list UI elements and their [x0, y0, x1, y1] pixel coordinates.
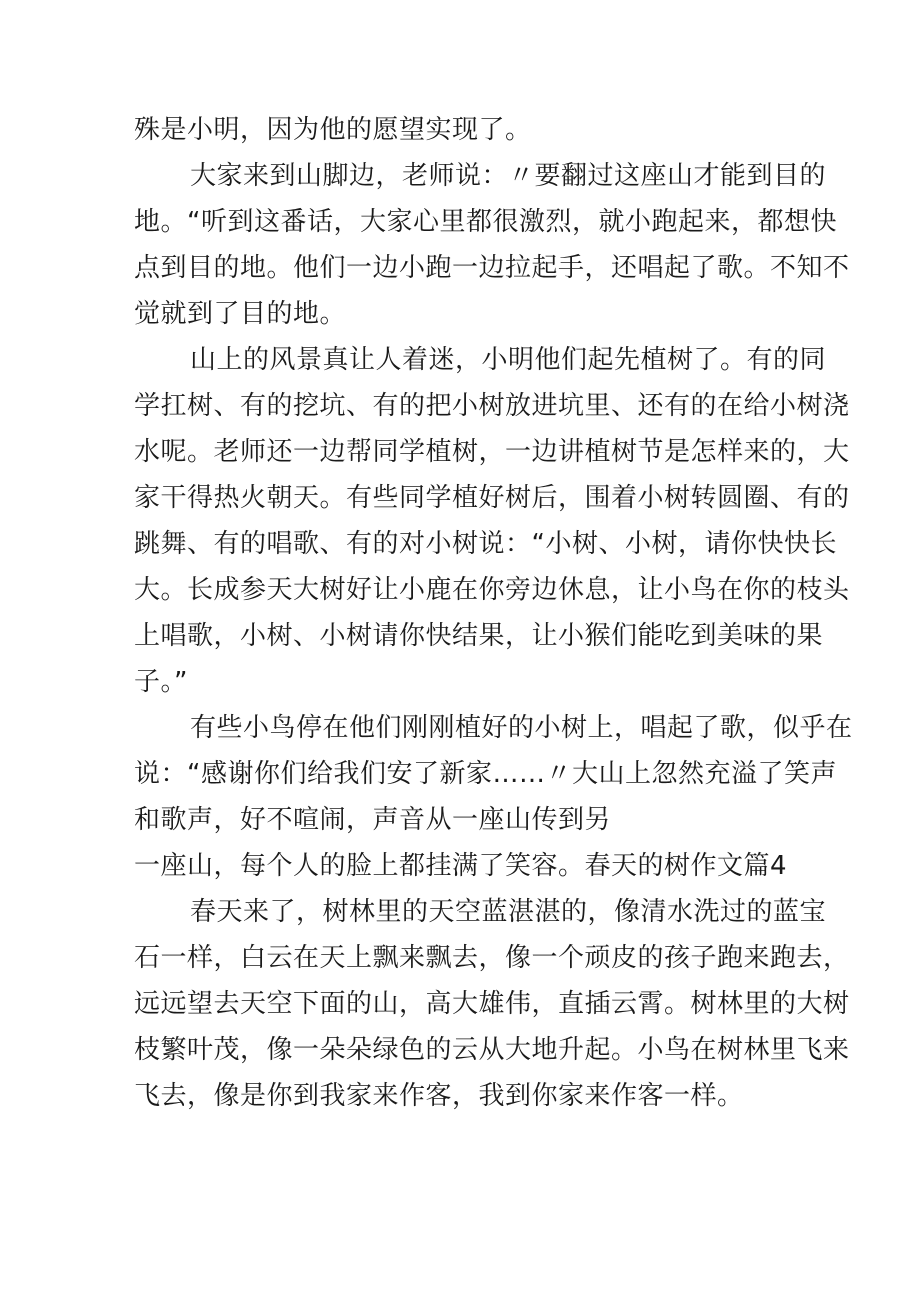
text-line: 点到目的地。他们一边小跑一边拉起手，还唱起了歌。不知不 — [134, 253, 850, 283]
text-line: 上唱歌，小树、小树请你快结果，让小猴们能吃到美味的果 — [134, 621, 824, 651]
text-line: 说：“感谢你们给我们安了新家……〃大山上忽然充溢了笑声 — [134, 759, 837, 789]
body-text — [134, 107, 853, 1119]
text-line: 地。“听到这番话，大家心里都很激烈，就小跑起来，都想快 — [134, 207, 837, 237]
text-line: 春天来了，树林里的天空蓝湛湛的，像清水洗过的蓝宝 — [190, 897, 827, 927]
text-line: 大。长成参天大树好让小鹿在你旁边休息，让小鸟在你的枝头 — [134, 575, 850, 605]
text-line: 有些小鸟停在他们刚刚植好的小树上，唱起了歌，似乎在 — [190, 713, 853, 743]
text-line: 殊是小明，因为他的愿望实现了。 — [134, 115, 532, 145]
text-line: 大家来到山脚边，老师说：〃要翻过这座山才能到目的 — [190, 161, 827, 191]
text-line: 飞去，像是你到我家来作客，我到你家来作客一样。 — [134, 1081, 744, 1111]
text-line: 跳舞、有的唱歌、有的对小树说：“小树、小树，请你快快长 — [134, 529, 837, 559]
text-line: 一座山，每个人的脸上都挂满了笑容。春天的树作文篇4 — [134, 851, 788, 881]
text-line: 水呢。老师还一边帮同学植树，一边讲植树节是怎样来的，大 — [134, 437, 850, 467]
text-line: 子。” — [134, 667, 188, 697]
text-line: 石一样，白云在天上飘来飘去，像一个顽皮的孩子跑来跑去， — [134, 943, 850, 973]
text-line: 学扛树、有的挖坑、有的把小树放进坑里、还有的在给小树浇 — [134, 391, 850, 421]
text-line: 枝繁叶茂，像一朵朵绿色的云从大地升起。小鸟在树林里飞来 — [134, 1035, 850, 1065]
text-line: 山上的风景真让人着迷，小明他们起先植树了。有的同 — [190, 345, 827, 375]
text-line: 家干得热火朝天。有些同学植好树后，围着小树转圆圈、有的 — [134, 483, 850, 513]
text-line: 和歌声，好不喧闹，声音从一座山传到另 — [134, 805, 612, 835]
text-line: 觉就到了目的地。 — [134, 299, 347, 329]
text-line: 远远望去天空下面的山，高大雄伟，直插云霄。树林里的大树 — [134, 989, 850, 1019]
